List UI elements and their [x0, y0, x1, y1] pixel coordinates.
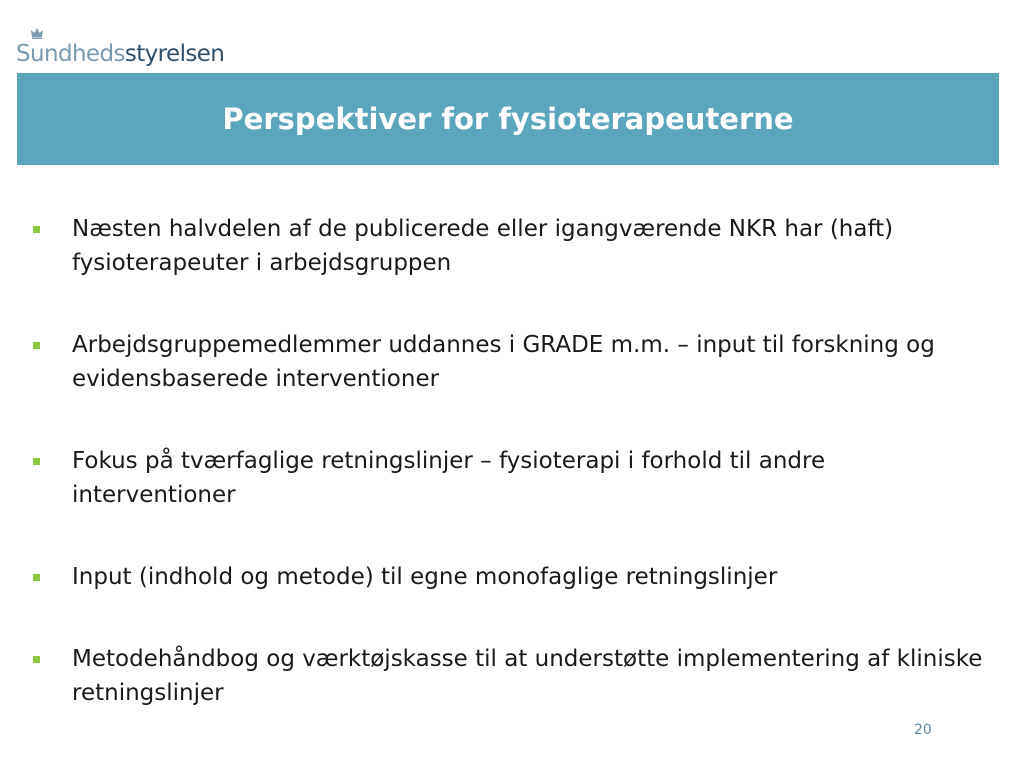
bullet-text: Fokus på tværfaglige retningslinjer – fysioterapi i forhold til andre interventioner [72, 448, 826, 508]
square-bullet-icon [33, 458, 40, 465]
bullet-item [30, 444, 990, 512]
page-number: 20 [914, 722, 932, 738]
bullet-text: Metodehåndbog og værktøjskasse til at understøtte implementering af kliniske retningslinjer [72, 646, 983, 706]
square-bullet-icon [33, 226, 40, 233]
bullet-item [30, 642, 990, 710]
slide-title: Perspektiver for fysioterapeuterne [222, 102, 794, 136]
bullet-list [30, 212, 990, 710]
crown-icon [30, 26, 44, 40]
bullet-text: Næsten halvdelen af de publicerede eller igangværende NKR har (haft) fysioterapeuter i arbejdsgruppen [72, 216, 894, 276]
square-bullet-icon [33, 574, 40, 581]
logo-text [16, 43, 224, 66]
logo-text-part1: Sundheds [16, 41, 125, 67]
bullet-item [30, 212, 990, 280]
bullet-item [30, 328, 990, 396]
sundhedsstyrelsen-logo [16, 26, 224, 66]
logo-text-part2: styrelsen [124, 41, 225, 67]
bullet-text: Input (indhold og metode) til egne monofaglige retningslinjer [72, 564, 778, 590]
square-bullet-icon [33, 656, 40, 663]
title-band [17, 73, 999, 165]
bullet-text: Arbejdsgruppemedlemmer uddannes i GRADE m.m. – input til forskning og evidensbaserede interventioner [72, 332, 935, 392]
bullet-item [30, 560, 990, 594]
square-bullet-icon [33, 342, 40, 349]
